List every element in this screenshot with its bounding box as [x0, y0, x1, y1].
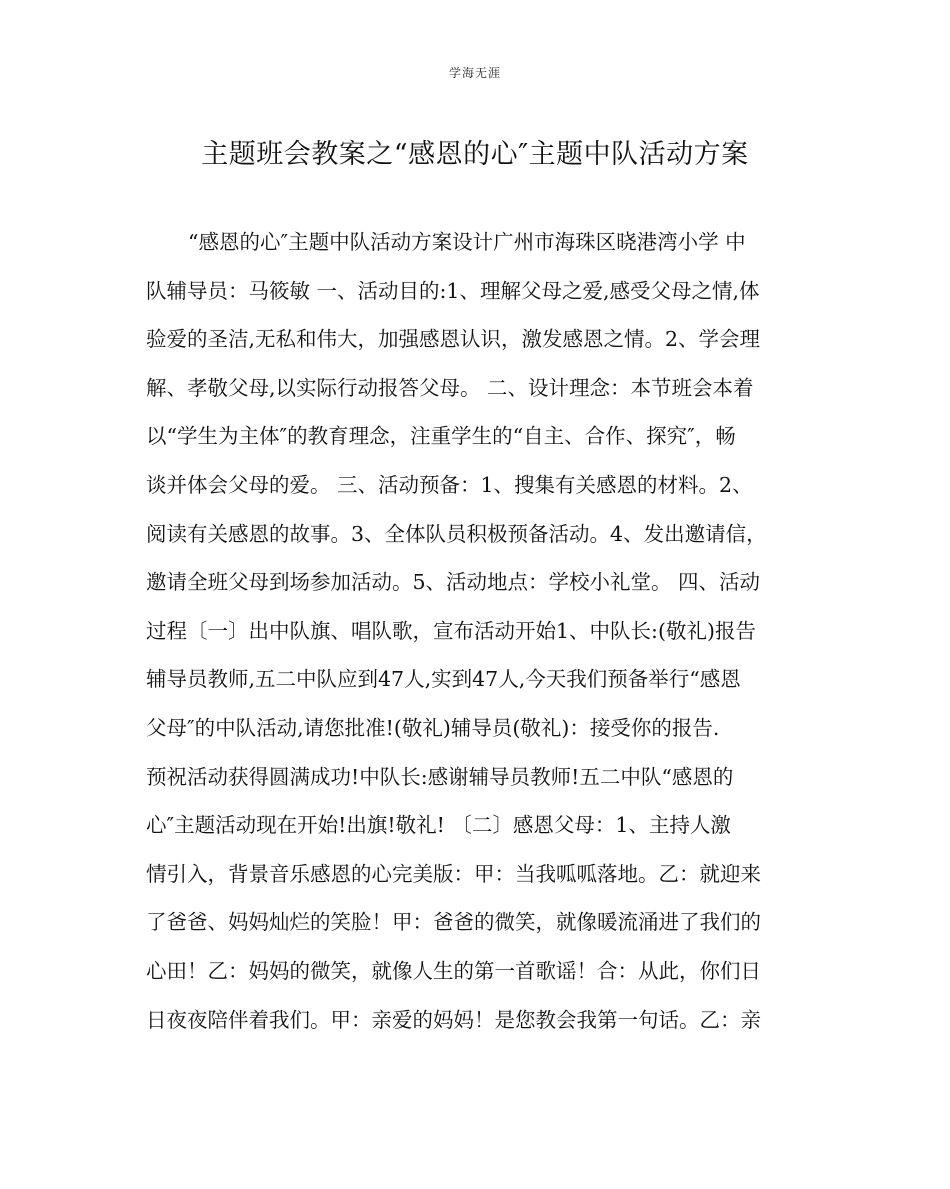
- body-line: 队辅导员：马筱敏 一、活动目的:1、理解父母之爱,感受父母之情,体: [146, 278, 760, 303]
- body-line: 验爱的圣洁,无私和伟大，加强感恩认识，激发感恩之情。2、学会理: [146, 327, 761, 352]
- body-line: 邀请全班父母到场参加活动。5、活动地点：学校小礼堂。 四、活动: [146, 570, 761, 595]
- body-line: 以“学生为主体″的教育理念，注重学生的“自主、合作、探究″，畅: [146, 424, 736, 449]
- body-line: 心″主题活动现在开始!出旗!敬礼! 〔二〕感恩父母：1、主持人激: [146, 813, 731, 838]
- body-line: 过程〔一〕出中队旗、唱队歌，宣布活动开始1、中队长:(敬礼)报告: [146, 618, 756, 643]
- page-header: 学海无涯: [448, 66, 501, 80]
- body-line: “感恩的心″主题中队活动方案设计广州市海珠区晓港湾小学 中: [188, 230, 746, 254]
- body-line: 日夜夜陪伴着我们。甲：亲爱的妈妈！是您教会我第一句话。乙：亲: [146, 1007, 761, 1032]
- body-line: 情引入，背景音乐感恩的心完美版：甲：当我呱呱落地。乙：就迎来: [146, 861, 761, 886]
- body-line: 预祝活动获得圆满成功!中队长:感谢辅导员教师!五二中队“感恩的: [146, 764, 734, 789]
- body-line: 父母″的中队活动,请您批准!(敬礼)辅导员(敬礼)：接受你的报告.: [146, 715, 720, 740]
- body-line: 阅读有关感恩的故事。3、全体队员积极预备活动。4、发出邀请信，: [146, 521, 767, 546]
- body-line: 解、孝敬父母,以实际行动报答父母。 二、设计理念：本节班会本着: [146, 375, 754, 400]
- body-line: 谈并体会父母的爱。 三、活动预备：1、搜集有关感恩的材料。2、: [146, 472, 753, 497]
- document-body: [146, 218, 806, 1044]
- body-line: 辅导员教师,五二中队应到47人,实到47人,今天我们预备举行“感恩: [146, 667, 741, 692]
- body-line: 了爸爸、妈妈灿烂的笑脸！甲：爸爸的微笑，就像暖流涌进了我们的: [146, 910, 761, 935]
- body-line: 心田！乙：妈妈的微笑，就像人生的第一首歌谣！合：从此，你们日: [146, 958, 761, 983]
- document-title: 主题班会教案之“感恩的心″主题中队活动方案: [201, 139, 749, 170]
